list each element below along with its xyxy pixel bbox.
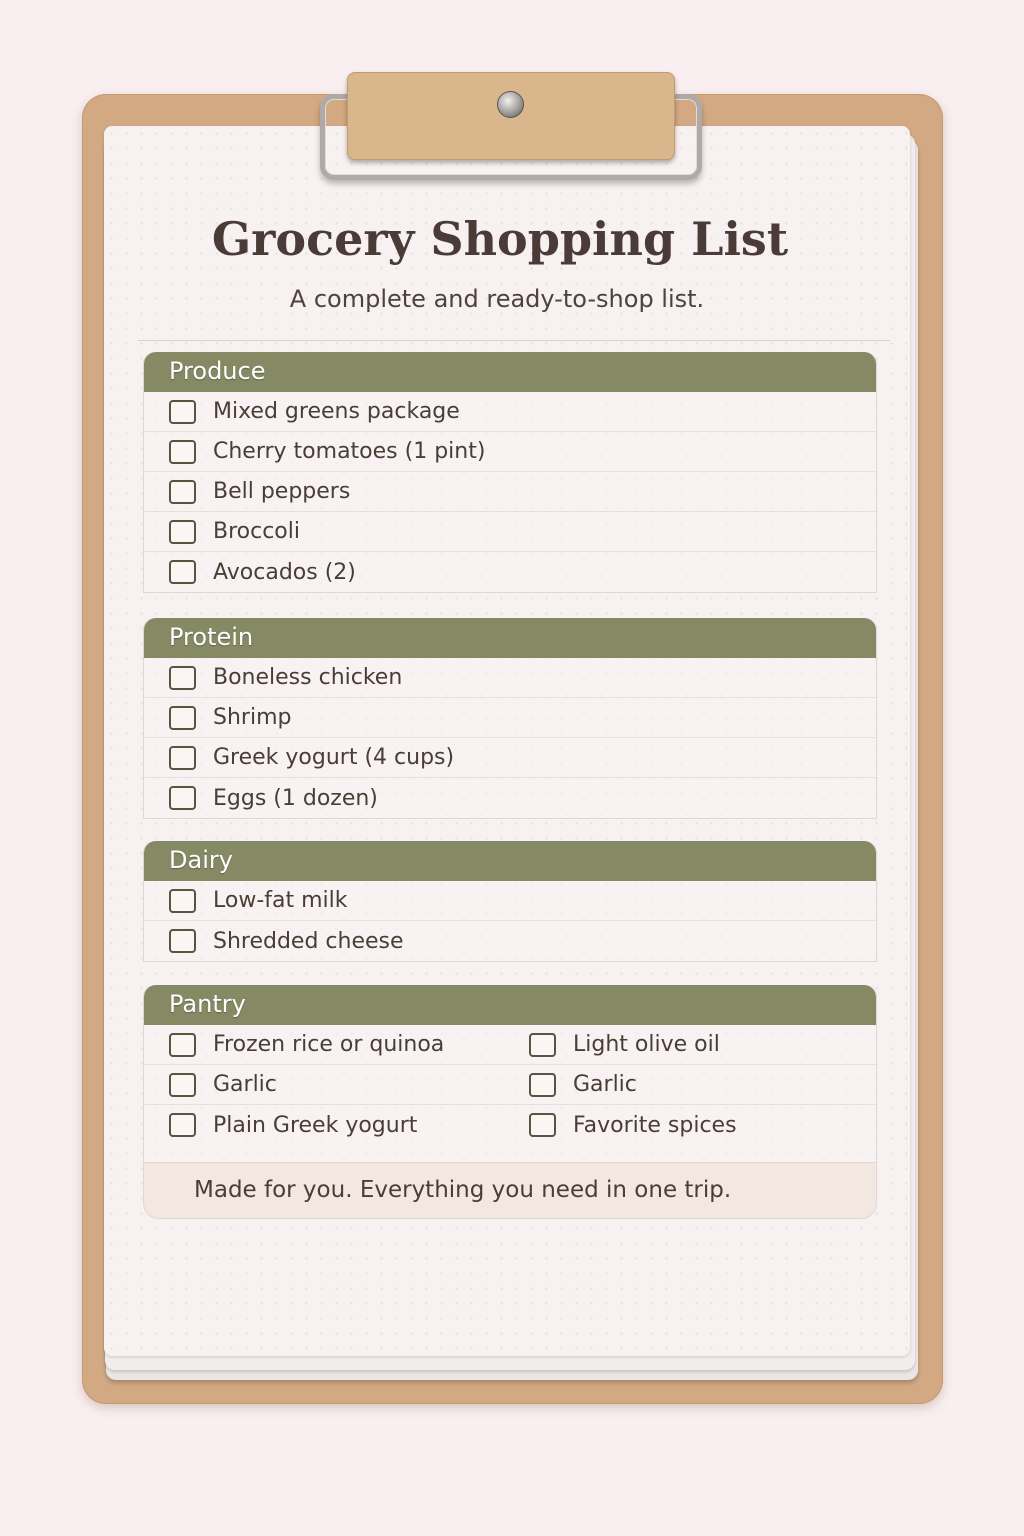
- list-item[interactable]: [504, 1065, 876, 1105]
- list-item[interactable]: [144, 432, 876, 472]
- checkbox[interactable]: [169, 520, 196, 544]
- section-header: Pantry: [144, 985, 876, 1025]
- checkbox[interactable]: [169, 786, 196, 810]
- checkbox[interactable]: [169, 1033, 196, 1057]
- item-label: Eggs (1 dozen): [213, 785, 378, 811]
- section-header: Produce: [144, 352, 876, 392]
- list-item[interactable]: [144, 1025, 504, 1065]
- item-label: Shredded cheese: [213, 928, 404, 954]
- list-item[interactable]: [144, 881, 876, 921]
- checkbox[interactable]: [529, 1033, 556, 1057]
- footer-note: Made for you. Everything you need in one trip.: [143, 1162, 877, 1219]
- item-label: Greek yogurt (4 cups): [213, 745, 455, 770]
- item-label: Broccoli: [213, 519, 300, 544]
- item-label: Garlic: [573, 1072, 637, 1097]
- item-label: Plain Greek yogurt: [213, 1112, 418, 1138]
- item-label: Favorite spices: [573, 1112, 737, 1138]
- section-header: Protein: [144, 618, 876, 658]
- list-item[interactable]: [144, 738, 876, 778]
- section-produce: [143, 352, 877, 593]
- checkbox[interactable]: [529, 1073, 556, 1097]
- list-item[interactable]: [144, 1065, 504, 1105]
- list-item[interactable]: [144, 778, 876, 818]
- item-label: Shrimp: [213, 705, 292, 730]
- list-item[interactable]: [144, 698, 876, 738]
- item-label: Boneless chicken: [213, 665, 403, 690]
- checkbox[interactable]: [169, 746, 196, 770]
- item-label: Garlic: [213, 1072, 277, 1097]
- section-protein: [143, 618, 877, 819]
- item-label: Mixed greens package: [213, 399, 460, 424]
- list-item[interactable]: [144, 921, 876, 961]
- item-label: Cherry tomatoes (1 pint): [213, 439, 486, 464]
- checkbox[interactable]: [169, 889, 196, 913]
- list-item[interactable]: [504, 1105, 876, 1145]
- section-header: Dairy: [144, 841, 876, 881]
- page-subtitle: A complete and ready-to-shop list.: [289, 285, 705, 313]
- item-label: Frozen rice or quinoa: [213, 1032, 445, 1057]
- list-item[interactable]: [144, 392, 876, 432]
- checkbox[interactable]: [169, 929, 196, 953]
- list-item[interactable]: [504, 1025, 876, 1065]
- section-pantry: [143, 985, 877, 1165]
- checkbox[interactable]: [169, 480, 196, 504]
- item-label: Bell peppers: [213, 479, 351, 504]
- divider: [138, 340, 890, 341]
- checkbox[interactable]: [169, 706, 196, 730]
- checkbox[interactable]: [169, 1113, 196, 1137]
- rivet-icon: [497, 91, 524, 118]
- checkbox[interactable]: [529, 1113, 556, 1137]
- list-item[interactable]: [144, 512, 876, 552]
- list-item[interactable]: [144, 658, 876, 698]
- list-item[interactable]: [144, 472, 876, 512]
- list-item[interactable]: [144, 1105, 504, 1145]
- page-title: Grocery Shopping List: [211, 212, 789, 266]
- checkbox[interactable]: [169, 1073, 196, 1097]
- item-label: Light olive oil: [573, 1032, 720, 1057]
- item-label: Avocados (2): [213, 559, 356, 585]
- checkbox[interactable]: [169, 560, 196, 584]
- checkbox[interactable]: [169, 440, 196, 464]
- list-item[interactable]: [144, 552, 876, 592]
- section-dairy: [143, 841, 877, 962]
- checkbox[interactable]: [169, 666, 196, 690]
- checkbox[interactable]: [169, 400, 196, 424]
- item-label: Low-fat milk: [213, 888, 348, 913]
